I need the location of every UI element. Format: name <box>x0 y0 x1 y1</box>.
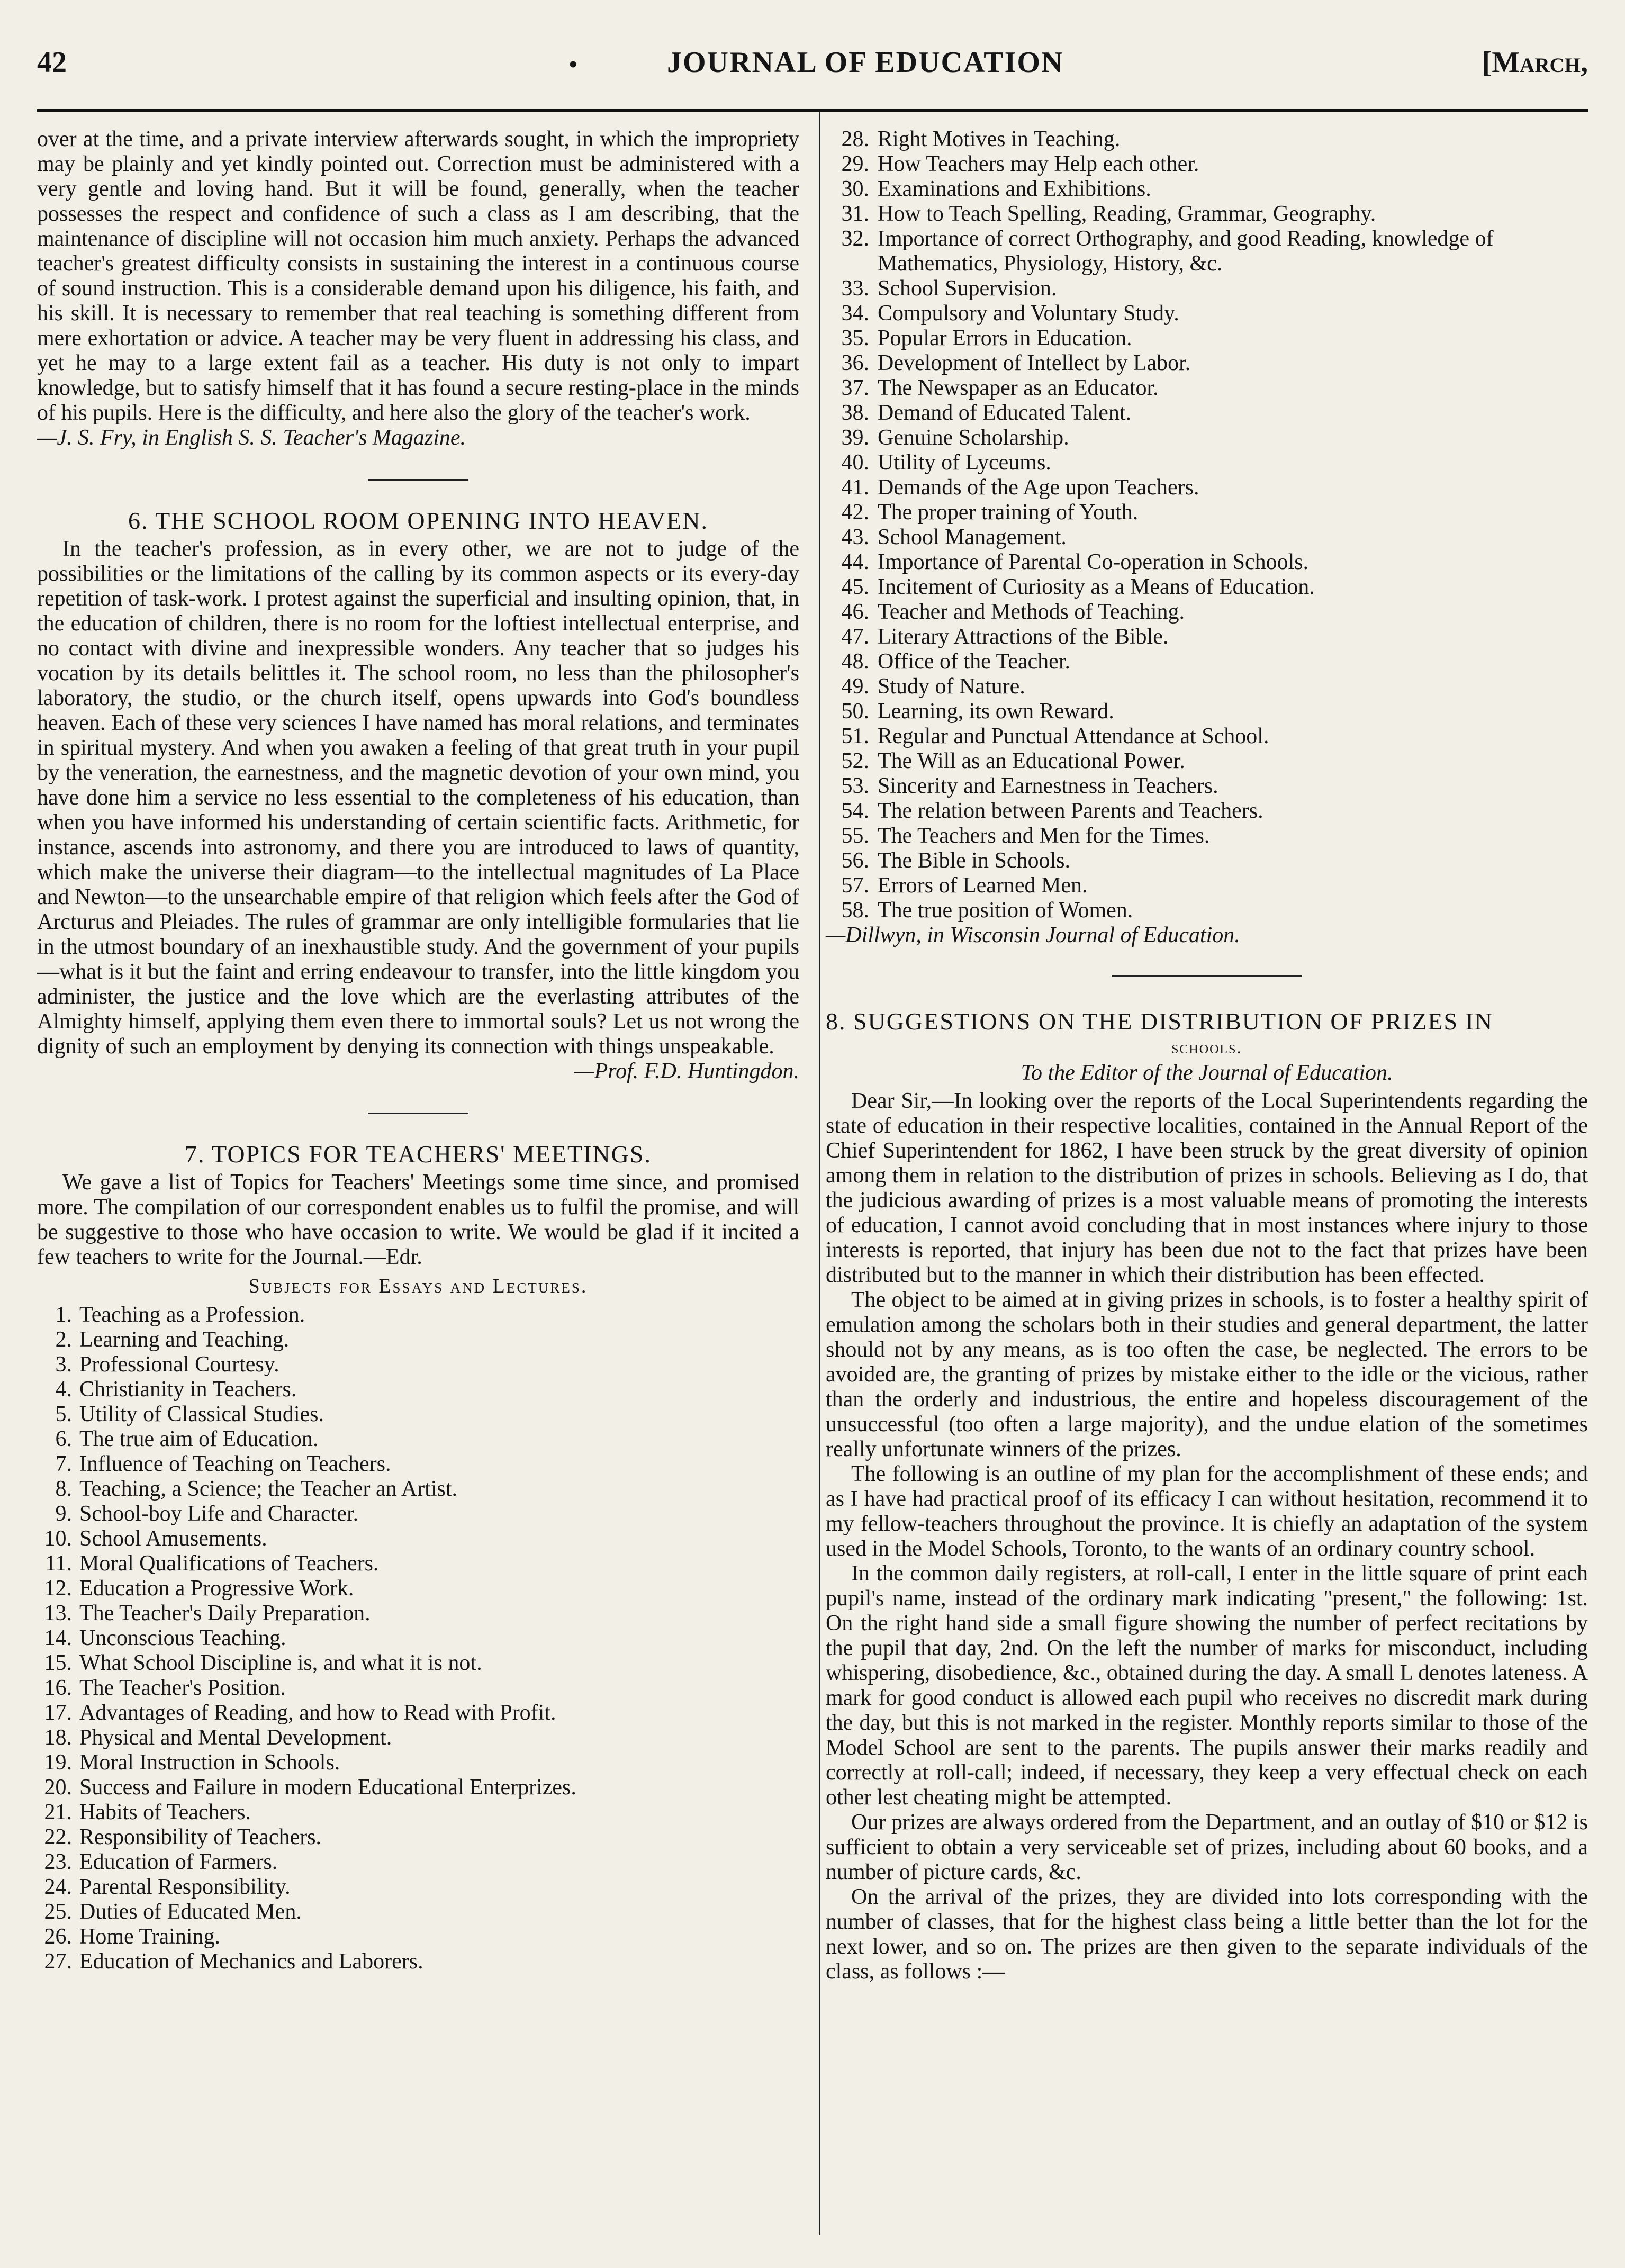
page-number: 42 <box>37 46 67 79</box>
topic-text: Importance of Parental Co-operation in Schools. <box>878 550 1309 574</box>
topic-item <box>37 1775 799 1800</box>
topic-text: How Teachers may Help each other. <box>878 152 1199 176</box>
section-8-paragraph: Dear Sir,—In looking over the reports of the Local Superintendents regarding the state of education in their respective localities, contained in the Annual Report of the Chief Superintendent for 1862, I have been struck by the great diversity of opinion among them in relation to the distribution of prizes in schools. Believing as I do, that the judicious awarding of prizes is a most valuable means of promoting the interests of education, I cannot avoid concluding that in most instances where injury to those interests is reported, that injury has been due not to the fact that prizes have been distributed but to the manner in which their distribution has been effected. <box>826 1089 1588 1287</box>
topic-item <box>37 1526 799 1551</box>
topic-number: 37. <box>841 376 869 400</box>
topic-item <box>37 1825 799 1850</box>
topics-list-right <box>826 127 1588 923</box>
section-rule <box>368 479 468 481</box>
topic-item <box>37 1377 799 1402</box>
topic-number: 3. <box>55 1352 72 1377</box>
page-header <box>37 46 1588 88</box>
topic-number: 40. <box>841 450 869 475</box>
topic-text: Sincerity and Earnestness in Teachers. <box>878 774 1218 798</box>
topic-number: 27. <box>44 1949 72 1974</box>
topic-number: 35. <box>841 326 869 350</box>
header-rule <box>37 109 1588 112</box>
topic-text: Learning and Teaching. <box>79 1327 290 1352</box>
topic-number: 14. <box>44 1626 72 1650</box>
intro-signature: —J. S. Fry, in English S. S. Teacher's Magazine. <box>37 426 466 450</box>
topic-number: 51. <box>841 724 869 748</box>
topic-item <box>826 873 1588 898</box>
topic-number: 31. <box>841 202 869 226</box>
left-column <box>37 127 799 1974</box>
topic-text: The true position of Women. <box>878 898 1133 923</box>
topic-text: Teaching, a Science; the Teacher an Artist. <box>79 1477 458 1501</box>
topic-text: The Teachers and Men for the Times. <box>878 824 1210 848</box>
topic-number: 2. <box>55 1327 72 1352</box>
topic-item <box>37 1676 799 1701</box>
topic-item <box>37 1924 799 1949</box>
topic-item <box>826 575 1588 600</box>
topic-number: 38. <box>841 401 869 425</box>
section-8-title-continuation: schools. <box>1171 1038 1242 1058</box>
topic-item <box>37 1750 799 1775</box>
topic-item <box>826 525 1588 550</box>
topic-text: Utility of Classical Studies. <box>79 1402 324 1426</box>
topic-item <box>826 774 1588 799</box>
topic-item <box>826 749 1588 774</box>
topic-text: Moral Qualifications of Teachers. <box>79 1551 379 1576</box>
topic-number: 46. <box>841 600 869 624</box>
topic-item <box>826 152 1588 177</box>
topic-text: Advantages of Reading, and how to Read with Profit. <box>79 1701 556 1725</box>
section-7-title: 7. TOPICS FOR TEACHERS' MEETINGS. <box>185 1141 652 1168</box>
topic-number: 30. <box>841 177 869 201</box>
topic-number: 50. <box>841 699 869 724</box>
section-rule <box>1112 975 1302 977</box>
intro-paragraph: over at the time, and a private interview afterwards sought, in which the impropriety may be plainly and yet kindly pointed out. Correction must be administered with a very gentle and loving hand. But it will be found, generally, when the teacher possesses the respect and confidence of such a class as I am describing, that the maintenance of discipline will not occasion him much anxiety. Perhaps the advanced teacher's greatest difficulty consists in sustaining the interest in a continuous course of sound instruction. This is a considerable demand upon his diligence, his faith, and his skill. It is necessary to remember that real teaching is something different from mere exhortation or advice. A teacher may be very fluent in addressing his class, and yet he may to a large extent fail as a teacher. His duty is not only to impart knowledge, but to satisfy himself that it has found a secure resting-place in the minds of his pupils. Here is the difficulty, and here also the glory of the teacher's work. <box>37 127 799 425</box>
topic-item <box>37 1452 799 1477</box>
topic-number: 22. <box>44 1825 72 1849</box>
topic-item <box>37 1850 799 1875</box>
topic-item <box>826 301 1588 326</box>
topic-item <box>37 1601 799 1626</box>
topic-text: Regular and Punctual Attendance at School. <box>878 724 1269 748</box>
topic-text: School Amusements. <box>79 1526 267 1551</box>
topic-text: Duties of Educated Men. <box>79 1900 302 1924</box>
to-the-editor-line: To the Editor of the Journal of Education. <box>1021 1061 1393 1085</box>
topic-text: Christianity in Teachers. <box>79 1377 297 1402</box>
topic-text: Demands of the Age upon Teachers. <box>878 475 1199 500</box>
topic-text: Right Motives in Teaching. <box>878 127 1121 151</box>
topic-number: 15. <box>44 1651 72 1675</box>
topic-item <box>826 848 1588 873</box>
topic-item <box>826 475 1588 500</box>
topic-text: The Will as an Educational Power. <box>878 749 1185 773</box>
topic-item <box>826 550 1588 575</box>
topic-number: 56. <box>841 848 869 873</box>
topic-number: 48. <box>841 649 869 674</box>
section-8-title: 8. SUGGESTIONS ON THE DISTRIBUTION OF PRIZES IN <box>826 1008 1494 1035</box>
topic-item <box>826 177 1588 202</box>
topic-item <box>37 1327 799 1352</box>
topic-text: Learning, its own Reward. <box>878 699 1114 724</box>
section-6-signature: —Prof. F.D. Huntingdon. <box>574 1059 799 1083</box>
section-8-paragraph: The following is an outline of my plan for the accomplishment of these ends; and as I have had practical proof of its efficacy I can without hesitation, recommend it to my fellow-teachers throughout the province. It is chiefly an adaptation of the system used in the Model Schools, Toronto, to the wants of an ordinary country school. <box>826 1462 1588 1561</box>
topic-number: 29. <box>841 152 869 176</box>
subjects-heading: Subjects for Essays and Lectures. <box>248 1275 588 1297</box>
topic-text: Physical and Mental Development. <box>79 1725 392 1750</box>
topic-number: 58. <box>841 898 869 923</box>
topic-item <box>826 824 1588 848</box>
topic-text: Literary Attractions of the Bible. <box>878 625 1169 649</box>
topic-number: 12. <box>44 1576 72 1601</box>
section-8-paragraph: Our prizes are always ordered from the Department, and an outlay of $10 or $12 is sufficient to obtain a very serviceable set of prizes, including about 60 books, and a number of picture cards, &c. <box>826 1810 1588 1884</box>
topic-text: Education of Mechanics and Laborers. <box>79 1949 423 1974</box>
section-rule <box>368 1113 468 1114</box>
topic-number: 55. <box>841 824 869 848</box>
topic-number: 20. <box>44 1775 72 1800</box>
topic-text: Incitement of Curiosity as a Means of Education. <box>878 575 1315 599</box>
topic-number: 21. <box>44 1800 72 1824</box>
topic-number: 57. <box>841 873 869 898</box>
topic-item <box>37 1949 799 1974</box>
topic-text: Teacher and Methods of Teaching. <box>878 600 1185 624</box>
topic-number: 54. <box>841 799 869 823</box>
header-month: [March, <box>1482 46 1588 79</box>
topic-number: 24. <box>44 1875 72 1899</box>
topic-text: Compulsory and Voluntary Study. <box>878 301 1179 326</box>
topic-number: 41. <box>841 475 869 500</box>
topic-item <box>826 724 1588 749</box>
topic-number: 44. <box>841 550 869 574</box>
topic-number: 13. <box>44 1601 72 1625</box>
topic-text: Popular Errors in Education. <box>878 326 1132 350</box>
topic-item <box>37 1402 799 1427</box>
topic-number: 17. <box>44 1701 72 1725</box>
topic-item <box>37 1502 799 1526</box>
topic-item <box>826 799 1588 824</box>
topics-list-left <box>37 1303 799 1974</box>
topic-number: 23. <box>44 1850 72 1874</box>
topic-number: 39. <box>841 426 869 450</box>
topic-number: 43. <box>841 525 869 549</box>
topic-number: 33. <box>841 276 869 301</box>
topic-number: 36. <box>841 351 869 375</box>
topic-number: 9. <box>55 1502 72 1526</box>
topic-item <box>37 1725 799 1750</box>
topic-text: School Supervision. <box>878 276 1057 301</box>
topic-text: The Newspaper as an Educator. <box>878 376 1159 400</box>
section-6-title: 6. THE SCHOOL ROOM OPENING INTO HEAVEN. <box>128 507 708 534</box>
right-column <box>826 127 1588 1984</box>
topic-text: Education a Progressive Work. <box>79 1576 354 1601</box>
topic-number: 45. <box>841 575 869 599</box>
topic-text: Importance of correct Orthography, and good Reading, knowledge of Mathematics, Physiology, History, &c. <box>878 227 1494 276</box>
topic-item <box>826 227 1588 276</box>
topic-number: 5. <box>55 1402 72 1426</box>
topic-item <box>37 1477 799 1502</box>
topic-item <box>826 649 1588 674</box>
topic-number: 52. <box>841 749 869 773</box>
topic-item <box>826 401 1588 426</box>
topic-item <box>37 1427 799 1452</box>
topic-item <box>37 1352 799 1377</box>
topic-text: Parental Responsibility. <box>79 1875 291 1899</box>
section-8-body <box>826 1089 1588 1984</box>
topic-item <box>826 276 1588 301</box>
topic-text: The true aim of Education. <box>79 1427 319 1451</box>
topic-item <box>826 326 1588 351</box>
topic-number: 6. <box>55 1427 72 1451</box>
header-bullet: • <box>569 51 577 77</box>
topic-number: 8. <box>55 1477 72 1501</box>
topic-number: 34. <box>841 301 869 326</box>
topic-item <box>37 1701 799 1725</box>
topic-number: 26. <box>44 1924 72 1949</box>
topic-item <box>37 1551 799 1576</box>
section-8-paragraph: On the arrival of the prizes, they are divided into lots corresponding with the number of classes, that for the highest class being a little better than the lot for the next lower, and so on. The prizes are then given to the separate individuals of the class, as follows :— <box>826 1885 1588 1984</box>
column-divider <box>819 112 820 2235</box>
topic-text: Errors of Learned Men. <box>878 873 1088 898</box>
topic-text: Unconscious Teaching. <box>79 1626 286 1650</box>
topic-text: What School Discipline is, and what it is not. <box>79 1651 482 1675</box>
topic-text: Home Training. <box>79 1924 221 1949</box>
topic-item <box>826 351 1588 376</box>
topic-text: Education of Farmers. <box>79 1850 278 1874</box>
topic-number: 32. <box>841 227 869 251</box>
topic-text: Development of Intellect by Labor. <box>878 351 1191 375</box>
topic-number: 19. <box>44 1750 72 1775</box>
topic-item <box>37 1800 799 1825</box>
topic-text: The proper training of Youth. <box>878 500 1139 525</box>
topic-item <box>37 1576 799 1601</box>
topic-item <box>37 1626 799 1651</box>
topic-item <box>826 127 1588 152</box>
topic-number: 1. <box>55 1303 72 1327</box>
topic-item <box>37 1875 799 1900</box>
topics-signature: —Dillwyn, in Wisconsin Journal of Education. <box>826 923 1240 947</box>
topic-text: The Teacher's Daily Preparation. <box>79 1601 371 1625</box>
topic-item <box>826 674 1588 699</box>
section-7-paragraph: We gave a list of Topics for Teachers' Meetings some time since, and promised more. The compilation of our correspondent enables us to fulfil the promise, and will be suggestive to those who have occasion to write. We would be glad if it incited a few teachers to write for the Journal.—Edr. <box>37 1170 799 1269</box>
section-6-paragraph: In the teacher's profession, as in every other, we are not to judge of the possibilities or the limitations of the calling by its common aspects or its every-day repetition of task-work. I protest against the superficial and insulting opinion, that, in the education of children, there is no room for the loftiest intellectual enterprise, and no contact with divine and inexpressible wonders. Any teacher that so judges his vocation by its details belittles it. The school room, no less than the philosopher's laboratory, the studio, or the church itself, opens upwards into God's boundless heaven. Each of these very sciences I have named has moral relations, and terminates in spiritual mystery. And when you awaken a feeling of that great truth in your pupil by the veneration, the earnestness, and the magnetic devotion of your own mind, you have done him a service no less essential to the completeness of his education, than when you have informed his understanding of certain scientific facts. Arithmetic, for instance, ascends into astronomy, and there you are introduced to laws of quantity, which make the universe their diagram—to the intellectual magnitudes of La Place and Newton—to the unsearchable empire of that religion which feels after the God of Arcturus and Pleiades. The rules of grammar are only intelligible formularies that lie in the utmost boundary of an inexhaustible study. And the government of your pupils—what is it but the faint and erring endeavour to transfer, into the little kingdom you administer, the justice and the love which are the everlasting attributes of the Almighty himself, applying them even there to immortal souls? Let us not wrong the dignity of such an employment by denying its connection with things unspeakable. <box>37 537 799 1059</box>
topic-item <box>826 898 1588 923</box>
topic-text: Moral Instruction in Schools. <box>79 1750 340 1775</box>
topic-number: 16. <box>44 1676 72 1700</box>
topic-text: The Teacher's Position. <box>79 1676 286 1700</box>
topic-number: 47. <box>841 625 869 649</box>
topic-item <box>37 1900 799 1924</box>
topic-text: The relation between Parents and Teachers. <box>878 799 1263 823</box>
topic-text: The Bible in Schools. <box>878 848 1070 873</box>
topic-number: 42. <box>841 500 869 525</box>
topic-text: School Management. <box>878 525 1067 549</box>
topic-text: Study of Nature. <box>878 674 1025 699</box>
topic-text: Success and Failure in modern Educational Enterprizes. <box>79 1775 576 1800</box>
topic-text: Teaching as a Profession. <box>79 1303 305 1327</box>
topic-text: Office of the Teacher. <box>878 649 1070 674</box>
topic-number: 53. <box>841 774 869 798</box>
journal-title: JOURNAL OF EDUCATION <box>667 46 1064 79</box>
topic-item <box>37 1651 799 1676</box>
topic-item <box>826 699 1588 724</box>
section-8-paragraph: The object to be aimed at in giving prizes in schools, is to foster a healthy spirit of emulation among the scholars both in their studies and general department, the latter should not by any means, as is too often the case, be neglected. The errors to be avoided are, the granting of prizes by mistake either to the idle or the vicious, rather than the orderly and industrious, the entire and hopeless discouragement of the unsuccessful (too often a large majority), and the undue elation of the sometimes really unfortunate winners of the prizes. <box>826 1288 1588 1461</box>
topic-text: Professional Courtesy. <box>79 1352 279 1377</box>
topic-number: 7. <box>55 1452 72 1476</box>
topic-number: 4. <box>55 1377 72 1402</box>
topic-number: 28. <box>841 127 869 151</box>
topic-number: 10. <box>44 1526 72 1551</box>
topic-item <box>826 450 1588 475</box>
topic-item <box>37 1303 799 1327</box>
topic-text: How to Teach Spelling, Reading, Grammar, Geography. <box>878 202 1376 226</box>
topic-number: 49. <box>841 674 869 699</box>
topic-number: 25. <box>44 1900 72 1924</box>
topic-item <box>826 202 1588 227</box>
topic-item <box>826 600 1588 625</box>
topic-item <box>826 500 1588 525</box>
topic-text: Demand of Educated Talent. <box>878 401 1132 425</box>
topic-text: School-boy Life and Character. <box>79 1502 359 1526</box>
topic-item <box>826 376 1588 401</box>
topic-item <box>826 426 1588 450</box>
topic-number: 18. <box>44 1725 72 1750</box>
topic-number: 11. <box>45 1551 72 1576</box>
topic-item <box>826 625 1588 649</box>
topic-text: Responsibility of Teachers. <box>79 1825 322 1849</box>
topic-text: Genuine Scholarship. <box>878 426 1069 450</box>
topic-text: Utility of Lyceums. <box>878 450 1051 475</box>
topic-text: Habits of Teachers. <box>79 1800 251 1824</box>
section-8-paragraph: In the common daily registers, at roll-call, I enter in the little square of print each pupil's name, instead of the ordinary mark indicating "present," the following: 1st. On the right hand side a small figure showing the number of perfect recitations by the pupil that day, 2nd. On the left the number of marks for misconduct, including whispering, disobedience, &c., obtained during the day. A small L denotes lateness. A mark for good conduct is allowed each pupil who receives no discredit mark during the day, but this is not marked in the register. Monthly reports similar to those of the Model School are sent to the parents. The pupils answer their marks readily and correctly at roll-call; indeed, if necessary, they keep a very effectual check on each other lest cheating might be attempted. <box>826 1561 1588 1810</box>
topic-text: Examinations and Exhibitions. <box>878 177 1151 201</box>
topic-text: Influence of Teaching on Teachers. <box>79 1452 391 1476</box>
